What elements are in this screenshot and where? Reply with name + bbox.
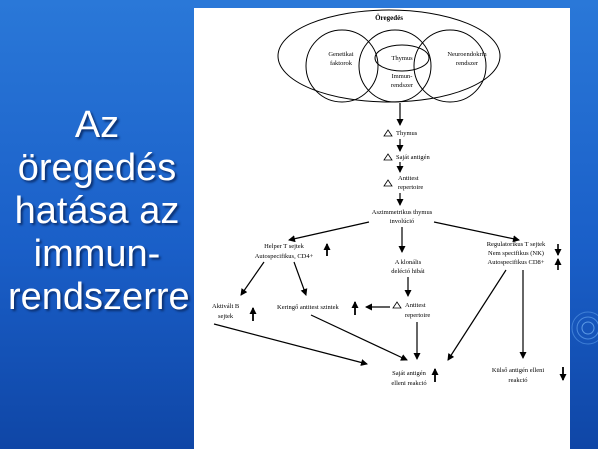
slide-title [8, 104, 190, 319]
arrow-involution-to-helper [289, 222, 369, 240]
clonal-label-2: deléció hibái [391, 268, 425, 275]
venn-center-circle [359, 30, 431, 102]
title-line-2: öregedés [17, 147, 177, 189]
decrease-triangle-icon [384, 180, 392, 186]
venn-outer-label: Öregedés [375, 14, 403, 22]
venn-center-label: Thymus [391, 55, 413, 62]
decrease-triangle-icon [384, 154, 392, 160]
diagram-panel [194, 8, 570, 449]
activated-b-label-2: sejtek [218, 313, 234, 320]
decrease-triangle-icon [384, 130, 392, 136]
chain-repertoire-1: Antitest [398, 175, 419, 182]
arrow-helper-to-activated-b [241, 262, 264, 295]
title-line-1: Az [74, 104, 120, 146]
title-line-5: rendszerre [8, 276, 190, 318]
title-line-4: immun- [33, 233, 161, 275]
clonal-label-1: A klonális [394, 259, 422, 266]
chain-antigen: Saját antigén [396, 154, 430, 161]
involution-label-2: involúció [389, 218, 415, 225]
title-line-3: hatása az [14, 190, 180, 232]
arrow-regulatory-to-self-reaction [448, 270, 506, 360]
self-reaction-label-1: Saját antigén [392, 370, 426, 377]
involution-label-1: Aszimmetrikus thymus [371, 209, 433, 216]
circulating-label: Keringő antitest szintek [277, 304, 339, 311]
venn-right-label-2: rendszer [455, 60, 479, 67]
regulatory-label-3: Autospecifikus CD8+ [487, 259, 545, 266]
arrow-helper-to-circulating [294, 262, 306, 295]
regulatory-label-2: Nem specifikus (NK) [488, 250, 544, 257]
venn-center-lower-2: rendszer [390, 82, 414, 89]
regulatory-label-1: Regulatorikus T sejtek [486, 241, 546, 248]
external-reaction-label-1: Külső antigén elleni [491, 367, 545, 374]
external-reaction-label-2: reakció [508, 377, 528, 384]
venn-center-lower-1: Immun- [391, 73, 413, 80]
venn-right-label-1: Neuroendokrin [447, 51, 487, 58]
self-reaction-label-2: elleni reakció [391, 380, 427, 387]
repertoire2-label-2: repertoire [405, 312, 431, 319]
chain-repertoire-2: repertoire [398, 184, 424, 191]
arrow-involution-to-regulatory [434, 222, 519, 240]
helper-label-1: Helper T sejtek [264, 243, 304, 250]
venn-left-label-1: Genetikai [328, 51, 354, 58]
activated-b-label-1: Aktivált B [212, 303, 240, 310]
aging-immune-diagram [194, 8, 570, 449]
venn-left-label-2: faktorok [329, 60, 353, 67]
decrease-triangle-icon [393, 302, 401, 308]
chain-thymus: Thymus [396, 130, 418, 137]
repertoire2-label-1: Antitest [405, 302, 426, 309]
helper-label-2: Autospecifikus, CD4+ [254, 253, 314, 260]
